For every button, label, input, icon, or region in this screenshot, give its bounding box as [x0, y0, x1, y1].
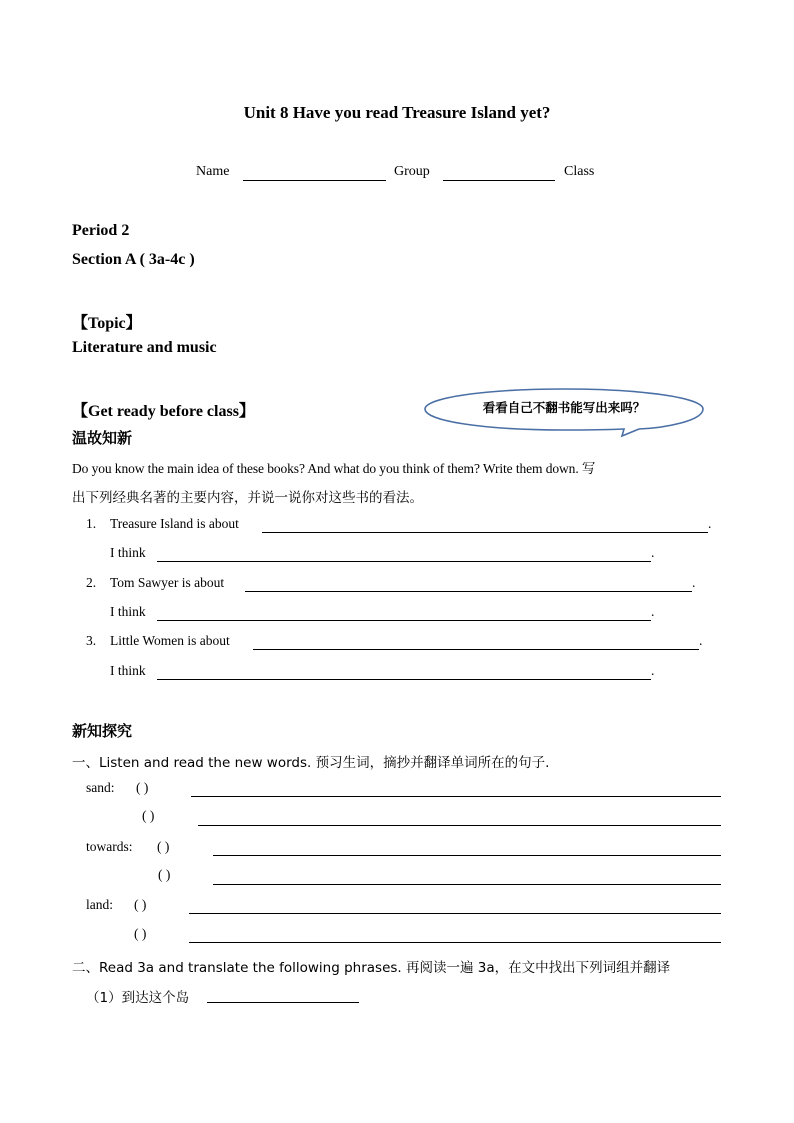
new-heading: 新知探究 — [72, 722, 133, 740]
sentence-blank[interactable] — [191, 796, 721, 797]
name-label: Name — [196, 164, 230, 179]
translation-paren: ( ) — [158, 867, 171, 882]
think-blank[interactable] — [157, 679, 651, 680]
word-label: sand: — [86, 780, 115, 795]
translation-paren: ( ) — [134, 926, 147, 941]
item-about-label: Tom Sawyer is about — [110, 575, 225, 590]
item-think-label: I think — [110, 663, 146, 678]
period-mark: . — [651, 663, 655, 678]
review-prompt-line1: Do you know the main idea of these books? And what do you think of them? Write them down. 写 — [72, 461, 596, 476]
section-heading: Section A ( 3a-4c ) — [72, 251, 195, 268]
item-about-label: Treasure Island is about — [110, 516, 239, 531]
ready-header: 【Get ready before class】 — [72, 403, 255, 420]
translation-paren: ( ) — [157, 839, 170, 854]
about-blank[interactable] — [262, 532, 708, 533]
review-heading: 温故知新 — [72, 429, 133, 447]
period-mark: . — [651, 545, 655, 560]
item-think-label: I think — [110, 604, 146, 619]
period-mark: . — [651, 604, 655, 619]
topic-text: Literature and music — [72, 339, 217, 356]
phrase-answer-blank[interactable] — [207, 1002, 359, 1003]
item-about-label: Little Women is about — [110, 633, 230, 648]
phrase-question-1: （1）到达这个岛 — [86, 990, 190, 1006]
translation-paren: ( ) — [142, 808, 155, 823]
item-number: 3. — [86, 633, 97, 648]
item-think-label: I think — [110, 545, 146, 560]
period-heading: Period 2 — [72, 222, 130, 239]
translation-paren: ( ) — [134, 897, 147, 912]
part1-instruction: 一、Listen and read the new words. 预习生词，摘抄并翻译单词所在的句子. — [72, 755, 550, 771]
topic-header: 【Topic】 — [72, 315, 142, 332]
about-blank[interactable] — [245, 591, 692, 592]
word-label: land: — [86, 897, 113, 912]
sentence-blank[interactable] — [198, 825, 721, 826]
name-blank[interactable] — [243, 180, 386, 181]
bubble-text: 看看自己不翻书能写出来吗？ — [482, 400, 646, 415]
review-prompt-line2: 出下列经典名著的主要内容，并说一说你对这些书的看法。 — [72, 490, 423, 506]
speech-bubble — [424, 388, 704, 428]
group-label: Group — [394, 164, 430, 179]
think-blank[interactable] — [157, 561, 651, 562]
period-mark: . — [699, 633, 703, 648]
about-blank[interactable] — [253, 649, 699, 650]
item-number: 2. — [86, 575, 97, 590]
class-label: Class — [564, 164, 595, 179]
translation-paren: ( ) — [136, 780, 149, 795]
sentence-blank[interactable] — [189, 942, 721, 943]
group-blank[interactable] — [443, 180, 555, 181]
sentence-blank[interactable] — [213, 884, 721, 885]
period-mark: . — [708, 516, 712, 531]
part2-instruction: 二、Read 3a and translate the following phrases. 再阅读一遍 3a，在文中找出下列词组并翻译 — [72, 960, 671, 976]
item-number: 1. — [86, 516, 97, 531]
word-label: towards: — [86, 839, 133, 854]
think-blank[interactable] — [157, 620, 651, 621]
page-title: Unit 8 Have you read Treasure Island yet? — [243, 103, 551, 122]
sentence-blank[interactable] — [189, 913, 721, 914]
sentence-blank[interactable] — [213, 855, 721, 856]
period-mark: . — [692, 575, 696, 590]
